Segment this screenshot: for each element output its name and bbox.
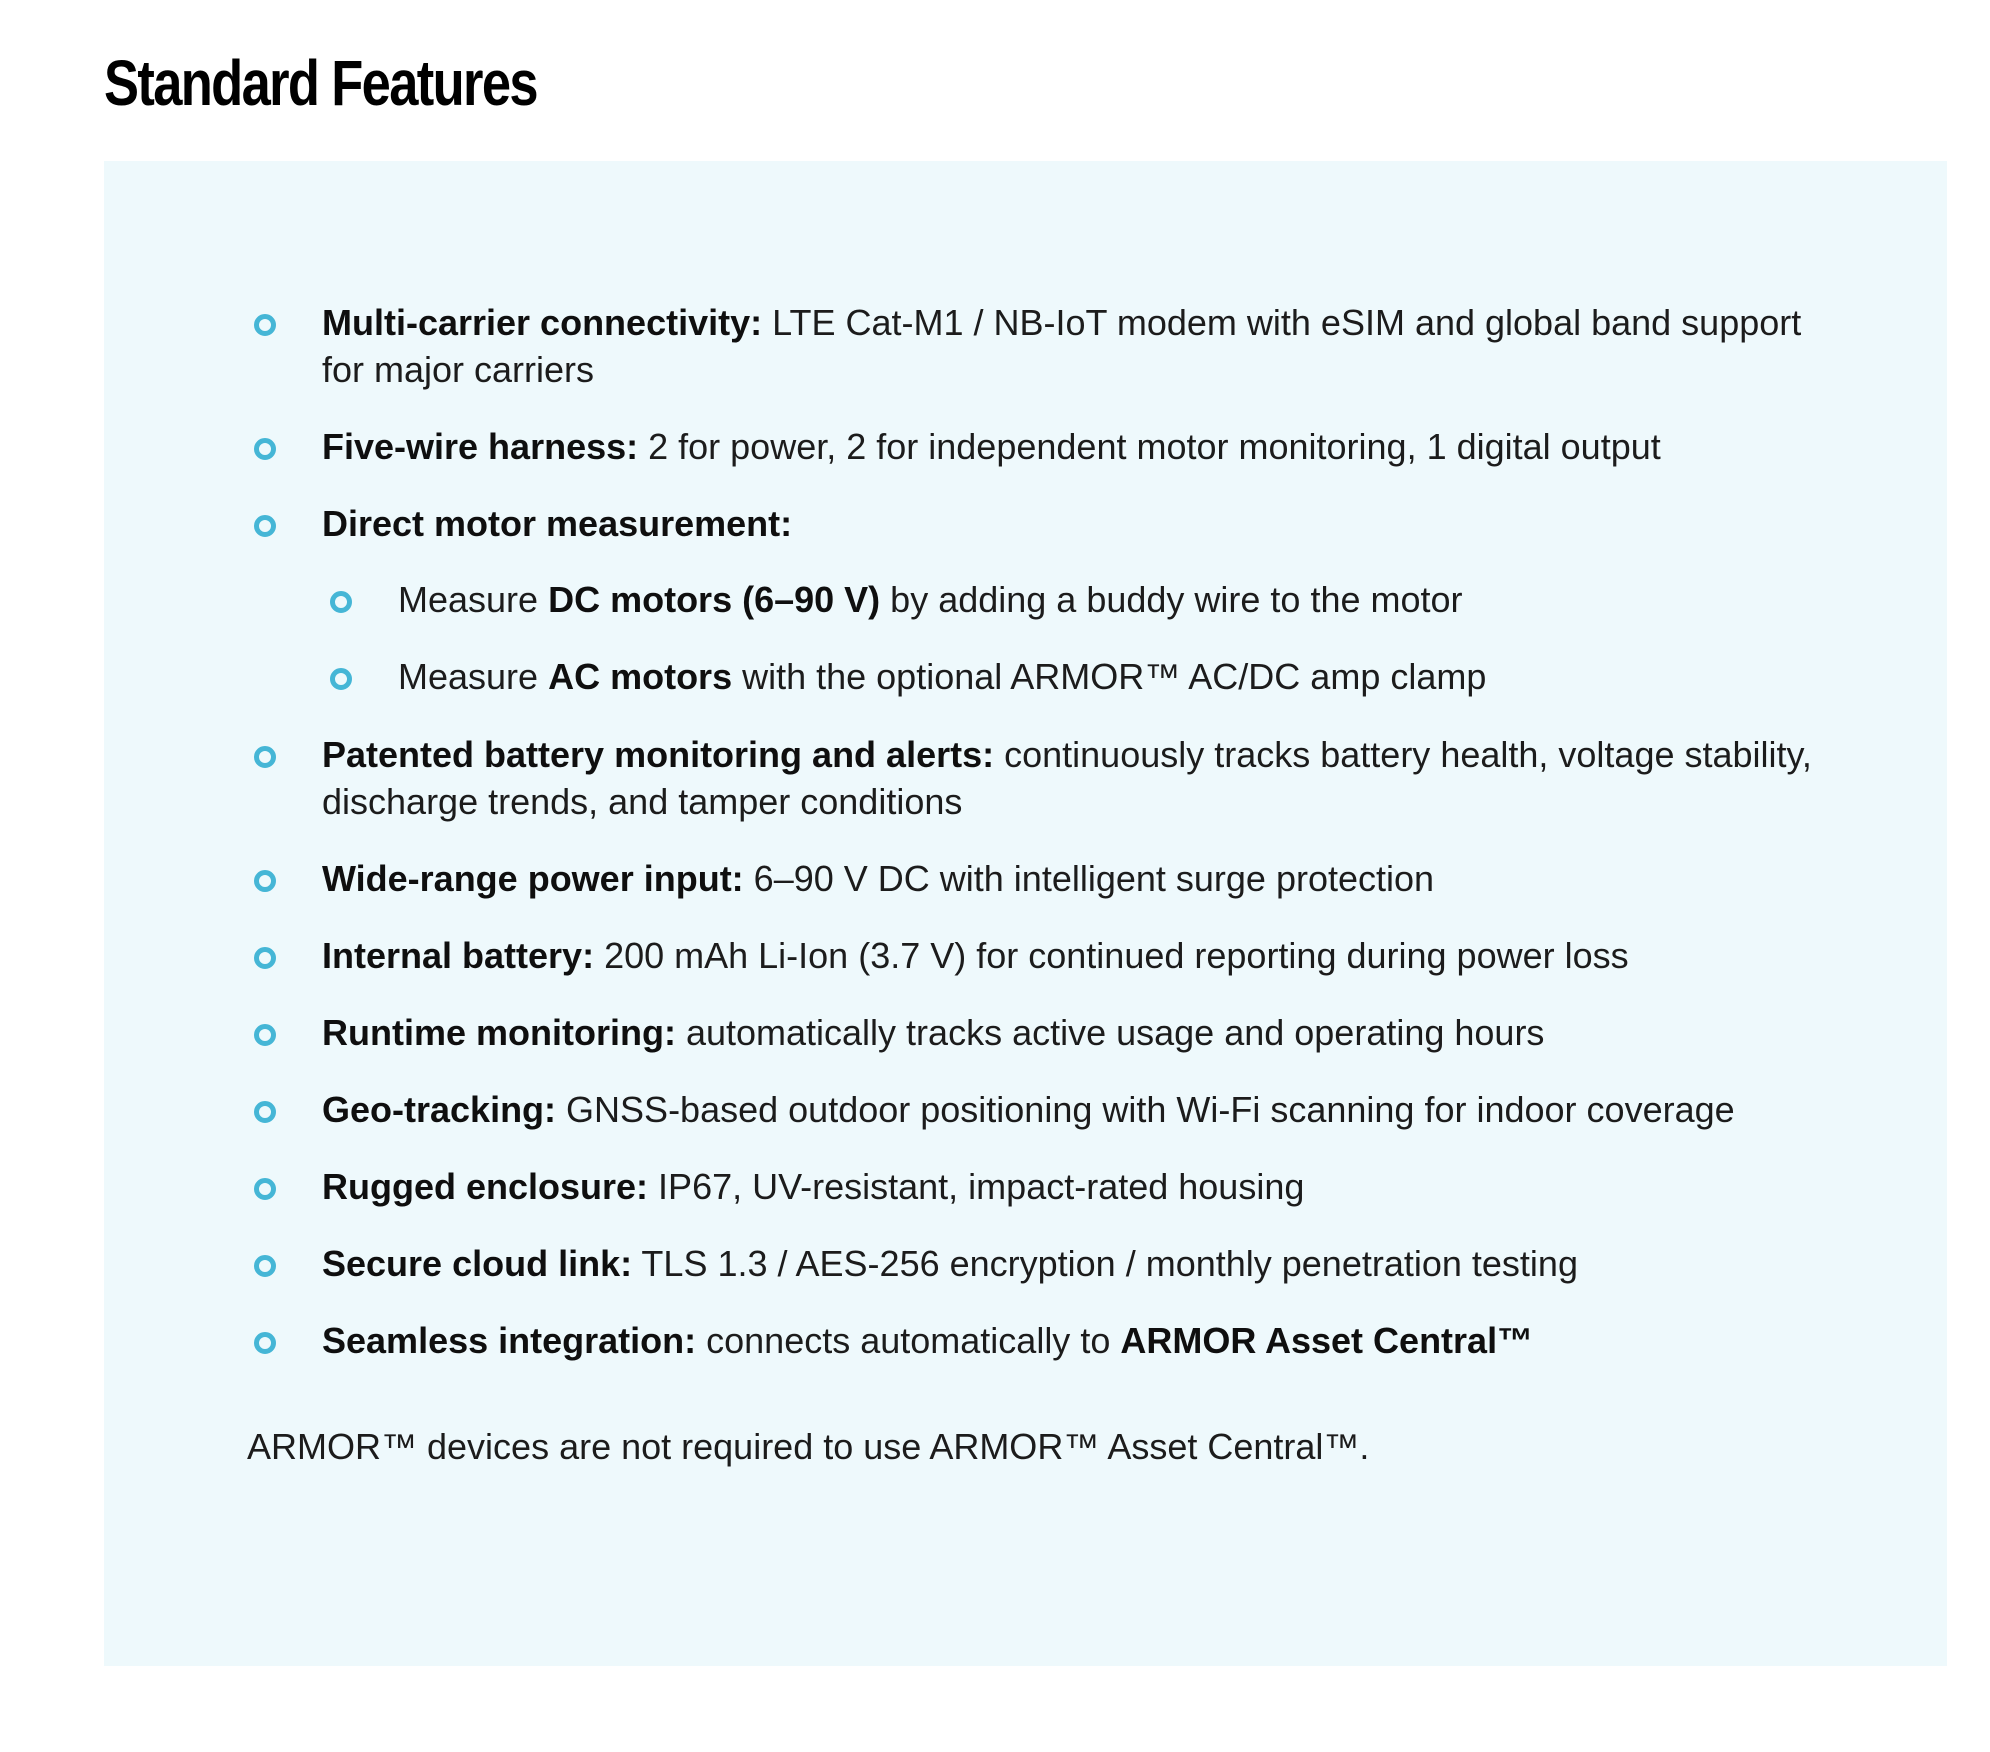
feature-prefix: Measure <box>398 579 549 620</box>
feature-description: TLS 1.3 / AES-256 encryption / monthly penetration testing <box>632 1243 1578 1284</box>
feature-label: Wide-range power input: <box>322 858 744 899</box>
hollow-circle-bullet-icon <box>254 1024 276 1046</box>
feature-emphasis: DC motors (6–90 V) <box>548 579 881 620</box>
feature-text <box>322 855 1842 902</box>
feature-description: GNSS-based outdoor positioning with Wi-Fi scanning for indoor coverage <box>556 1089 1735 1130</box>
feature-label: Secure cloud link: <box>322 1243 633 1284</box>
feature-text <box>322 1086 1842 1133</box>
feature-description: IP67, UV-resistant, impact-rated housing <box>648 1166 1305 1207</box>
page-title: Standard Features <box>104 47 537 119</box>
feature-description: 6–90 V DC with intelligent surge protection <box>743 858 1435 899</box>
feature-suffix: with the optional ARMOR™ AC/DC amp clamp <box>732 656 1487 697</box>
feature-prefix: Measure <box>398 656 549 697</box>
hollow-circle-bullet-icon <box>254 870 276 892</box>
feature-description: 2 for power, 2 for independent motor monitoring, 1 digital output <box>638 426 1661 467</box>
hollow-circle-bullet-icon <box>330 668 352 690</box>
feature-label: Direct motor measurement: <box>322 503 793 544</box>
feature-label: Runtime monitoring: <box>322 1012 676 1053</box>
feature-text <box>322 932 1842 979</box>
feature-description: automatically tracks active usage and operating hours <box>675 1012 1545 1053</box>
hollow-circle-bullet-icon <box>254 1101 276 1123</box>
feature-text <box>322 1240 1842 1287</box>
hollow-circle-bullet-icon <box>254 746 276 768</box>
feature-text <box>322 500 1842 547</box>
hollow-circle-bullet-icon <box>254 314 276 336</box>
feature-suffix: by adding a buddy wire to the motor <box>880 579 1463 620</box>
feature-description: LTE Cat-M1 / NB-IoT modem with eSIM and global band support for major carriers <box>322 302 1802 390</box>
feature-label: Seamless integration: <box>322 1320 697 1361</box>
feature-label: Rugged enclosure: <box>322 1166 649 1207</box>
feature-text <box>322 1163 1842 1210</box>
feature-description: connects automatically to <box>696 1320 1121 1361</box>
feature-description: 200 mAh Li-Ion (3.7 V) for continued reporting during power loss <box>594 935 1629 976</box>
feature-text <box>322 1317 1842 1364</box>
feature-text <box>322 299 1842 393</box>
hollow-circle-bullet-icon <box>254 438 276 460</box>
feature-text <box>322 731 1842 825</box>
feature-emphasis: ARMOR Asset Central™ <box>1120 1320 1534 1361</box>
feature-emphasis: AC motors <box>548 656 733 697</box>
feature-label: Internal battery: <box>322 935 595 976</box>
hollow-circle-bullet-icon <box>254 1178 276 1200</box>
features-panel <box>104 161 1947 1666</box>
feature-label: Geo-tracking: <box>322 1089 557 1130</box>
hollow-circle-bullet-icon <box>254 1255 276 1277</box>
hollow-circle-bullet-icon <box>254 515 276 537</box>
hollow-circle-bullet-icon <box>254 1332 276 1354</box>
feature-text <box>398 653 1848 700</box>
feature-label: Patented battery monitoring and alerts: <box>322 734 995 775</box>
footnote: ARMOR™ devices are not required to use ARMOR™ Asset Central™. <box>247 1426 1370 1467</box>
hollow-circle-bullet-icon <box>330 591 352 613</box>
feature-text <box>398 576 1848 623</box>
feature-description: continuously tracks battery health, voltage stability, discharge trends, and tamper conditions <box>322 734 1812 822</box>
feature-label: Multi-carrier connectivity: <box>322 302 763 343</box>
feature-text <box>322 1009 1842 1056</box>
feature-text <box>322 423 1842 470</box>
feature-label: Five-wire harness: <box>322 426 639 467</box>
hollow-circle-bullet-icon <box>254 947 276 969</box>
